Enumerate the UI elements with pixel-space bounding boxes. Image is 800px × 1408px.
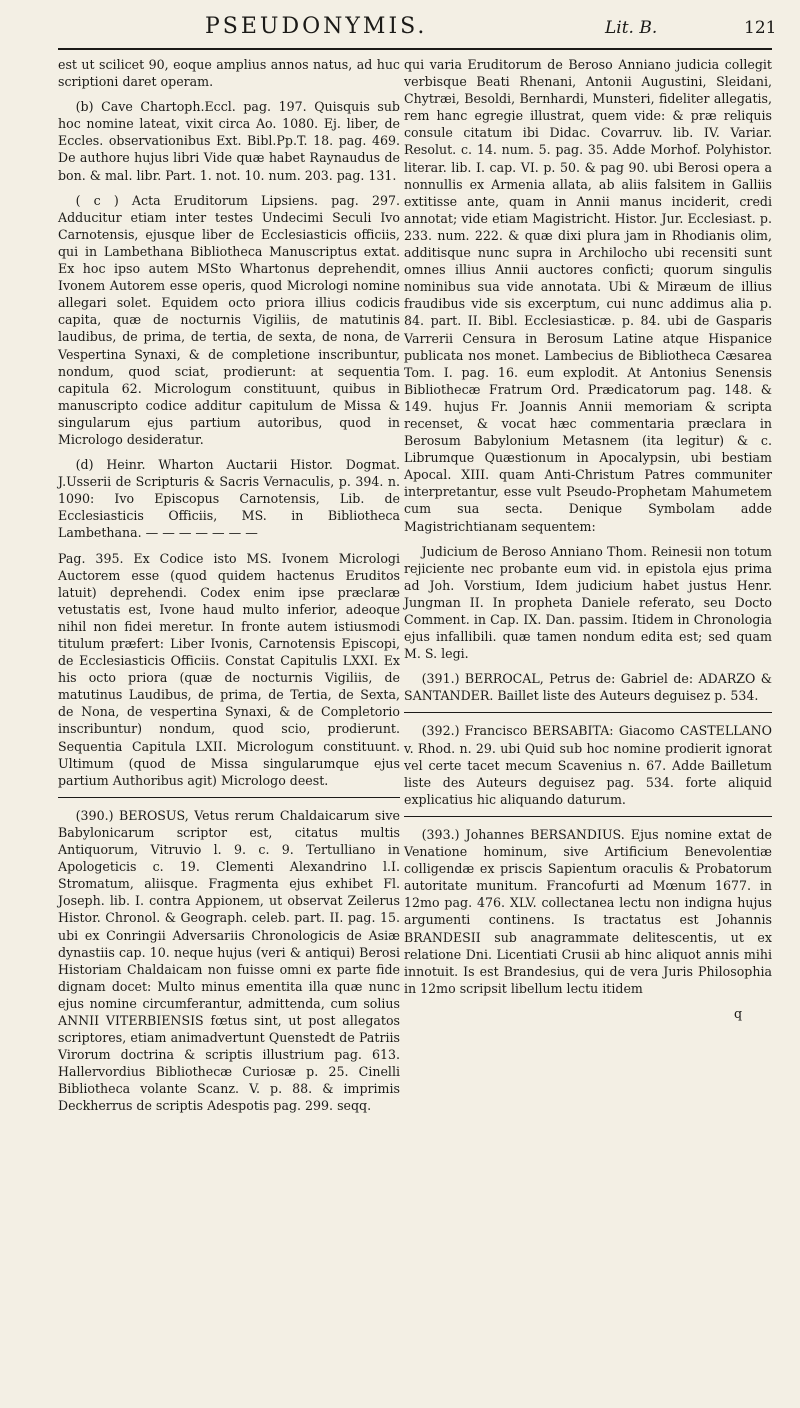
- page-number: 121: [744, 18, 777, 38]
- entry-divider: [404, 712, 772, 713]
- left-paragraph-2: ( c ) Acta Eruditorum Lipsiens. pag. 297. Adducitur etiam inter testes Undecimi Seculi Ivo Carnotensis, ejusque liber de Ecclesiasticis officiis, qui in Lambethana Bibliotheca Manuscriptus extat. Ex hoc ipso autem MSto Whartonus deprehendit, Ivonem Autorem esse operis, quod Micrologi nomine allegari solet. Equidem octo priora illius codicis capita, quæ de nocturnis Vigiliis, de matutinis laudibus, de prima, de tertia, de sexta, de nona, de Vespertina Synaxi, & de completione inscribuntur, nondum, quod sciat, prodierunt: at sequentia capitula 62. Micrologum constituunt, quibus in manuscripto codice additur capitulum de Missa & singularum ejus partium autoribus, quod in Micrologo desideratur.: [58, 192, 400, 447]
- left-paragraph-4: Pag. 395. Ex Codice isto MS. Ivonem Micrologi Auctorem esse (quod quidem hactenus Eruditos latuit) deprehendi. Codex enim ipse præclaræ vetustatis est, Ivone haud multo inferior, adeoque nihil non fidei meretur. In fronte autem istiusmodi titulum præfert: Liber Ivonis, Carnotensis Episcopi, de Ecclesiasticis Officiis. Constat Capitulis LXXI. Ex his octo priora (quæ de nocturnis Vigiliis, de matutinus Laudibus, de prima, de Tertia, de Sexta, de Nona, de vespertina Synaxi, & de Completorio inscribuntur) nondum, quod scio, prodierunt. Sequentia Capitula LXII. Micrologum constituunt. Ultimum (quod de Missa singularumque ejus partium Authoribus agit) Micrologo deest.: [58, 550, 400, 788]
- left-paragraph-3: (d) Heinr. Wharton Auctarii Histor. Dogmat. J.Usserii de Scripturis & Sacris Vernaculis, p. 394. n. 1090: Ivo Episcopus Carnotensis, Lib. de Ecclesiasticis Officiis, MS. in Bibliotheca Lambethana. — — — — — — —: [58, 457, 400, 541]
- running-title: PSEUDONYMIS.: [205, 14, 428, 39]
- right-paragraph-0: qui varia Eruditorum de Beroso Anniano judicia collegit verbisque Beati Rhenani, Antonii Augustini, Sleidani, Chytræi, Besoldi, Bernhardi, Munsteri, fideliter allegatis, rem hanc egregie illustrat, quem vide: & præ reliquis consule citatum ibi Didac. Covarruv. lib. IV. Variar. Resolut. c. 14. num. 5. pag. 35. Adde Morhof. Polyhistor. literar. lib. I. cap. VI. p. 50. & pag 90. ubi Berosi opera a nonnullis ex Armenia allata, ab aliis falsitem in Galliis extitisse ante, quam in Annii manus inciderit, credi annotat; vide etiam Magistricht. Histor. Jur. Ecclesiast. p. 233. num. 222. & quæ dixi plura jam in Rhodianis olim, additisque nunc supra in Archilocho ubi recensiti sunt omnes illius Annii auctores conficti; quorum singulis nominibus sua vide annotata. Ubi & Miræum de illius fraudibus vide sis excerptum, cui nunc addimus alia p. 84. part. II. Bibl. Ecclesiasticæ. p. 84. ubi de Gasparis Varrerii Censura in Berosum Latine atque Hispanice publicata nos monet. Lambecius de Bibliotheca Cæsarea Tom. I. pag. 16. eum explodit. At Antonius Senensis Bibliothecæ Fratrum Ord. Prædicatorum pag. 148. & 149. hujus Fr. Joannis Annii memoriam & scripta recenset, & vocat hæc commentaria præclara in Berosum Babylonium Metasnem (ita legitur) & c. Librumque Quæstionum in Apocalypsin, ubi bestiam Apocal. XIII. quam Anti-Christum Patres communiter interpretantur, esse vult Pseudo-Prophetam Mahumetem cum sua secta. Denique Symbolam adde Magistrichtianam sequentem:: [404, 57, 772, 534]
- right-column: [404, 56, 772, 1022]
- right-paragraph-4: (393.) Johannes BERSANDIUS. Ejus nomine extat de Venatione hominum, sive Artificium Benevolentiæ colligendæ ex priscis Sapientum oraculis & Probatorum autoritate munitum. Francofurti ad Mœnum 1677. in 12mo pag. 476. XLV. collectanea lectu non indigna hujus argumenti continens. Is tractatus est Johannis BRANDESII sub anagrammate delitescentis, ut ex relatione Dni. Licentiati Crusii ab hinc aliquot annis mihi innotuit. Is est Brandesius, qui de vera Juris Philosophia in 12mo scripsit libellum lectu itidem: [404, 826, 772, 996]
- page-header: [0, 0, 800, 60]
- right-paragraph-1: Judicium de Beroso Anniano Thom. Reinesii non totum rejiciente nec probante eum vid. in epistola ejus prima ad Joh. Vorstium, Idem judicium habet justus Henr. Jungman II. In propheta Daniele referato, seu Docto Comment. in Cap. IX. Dan. passim. Itidem in Chronologia ejus infallibili. quæ tamen nondum edita est; sed quam M. S. legi.: [404, 543, 772, 662]
- right-paragraph-2: (391.) BERROCAL, Petrus de: Gabriel de: ADARZO & SANTANDER. Baillet liste des Auteurs deguisez p. 534.: [404, 671, 772, 704]
- right-paragraph-3: (392.) Francisco BERSABITA: Giacomo CASTELLANO v. Rhod. n. 29. ubi Quid sub hoc nomine prodierit ignorat vel certe tacet mecum Scavenius n. 67. Adde Bailletum liste des Auteurs deguisez pag. 534. forte aliquid explicatius hic aliquando daturum.: [404, 723, 772, 807]
- left-column: [58, 56, 400, 1123]
- left-paragraph-1: (b) Cave Chartoph.Eccl. pag. 197. Quisquis sub hoc nomine lateat, vixit circa Ao. 1080. Ej. liber, de Eccles. observationibus Ext. Bibl.Pp.T. 18. pag. 469. De authore hujus libri Vide quæ habet Raynaudus de bon. & mal. libr. Part. 1. not. 10. num. 203. pag. 131.: [58, 99, 400, 183]
- header-rule: [58, 48, 772, 50]
- footnote-divider: [58, 797, 400, 798]
- catchword: q: [733, 1005, 742, 1021]
- left-paragraph-5: (390.) BEROSUS, Vetus rerum Chaldaicarum sive Babylonicarum scriptor est, citatus multis Antiquorum, Vitruvio l. 9. c. 9. Tertulliano in Apologeticis c. 19. Clementi Alexandrino l.I. Stromatum, aliisque. Fragmenta ejus exhibet Fl. Joseph. lib. I. contra Appionem, ut observat Zeilerus Histor. Chronol. & Geograph. celeb. part. II. pag. 15. ubi ex Conringii Adversariis Chronologicis de Asiæ dynastiis cap. 10. neque hujus (veri & antiqui) Berosi Historiam Chaldaicam non fuisse omni ex parte fide dignam docet: Multo minus ementita illa quæ nunc ejus nomine circumferantur, admittenda, cum solius ANNII VITERBIENSIS fœtus sint, ut post allegatos scriptores, etiam animadvertunt Quenstedt de Patriis Virorum doctrina & scriptis illustrium pag. 613. Hallervordius Bibliothecæ Curiosæ p. 25. Cinelli Bibliotheca volante Scanz. V. p. 88. & imprimis Deckherrus de scriptis Adespotis pag. 299. seqq.: [58, 807, 400, 1114]
- left-paragraph-0: est ut scilicet 90, eoque amplius annos natus, ad huc scriptioni daret operam.: [58, 57, 400, 90]
- entry-divider-2: [404, 816, 772, 817]
- section-letter: Lit. B.: [605, 18, 658, 38]
